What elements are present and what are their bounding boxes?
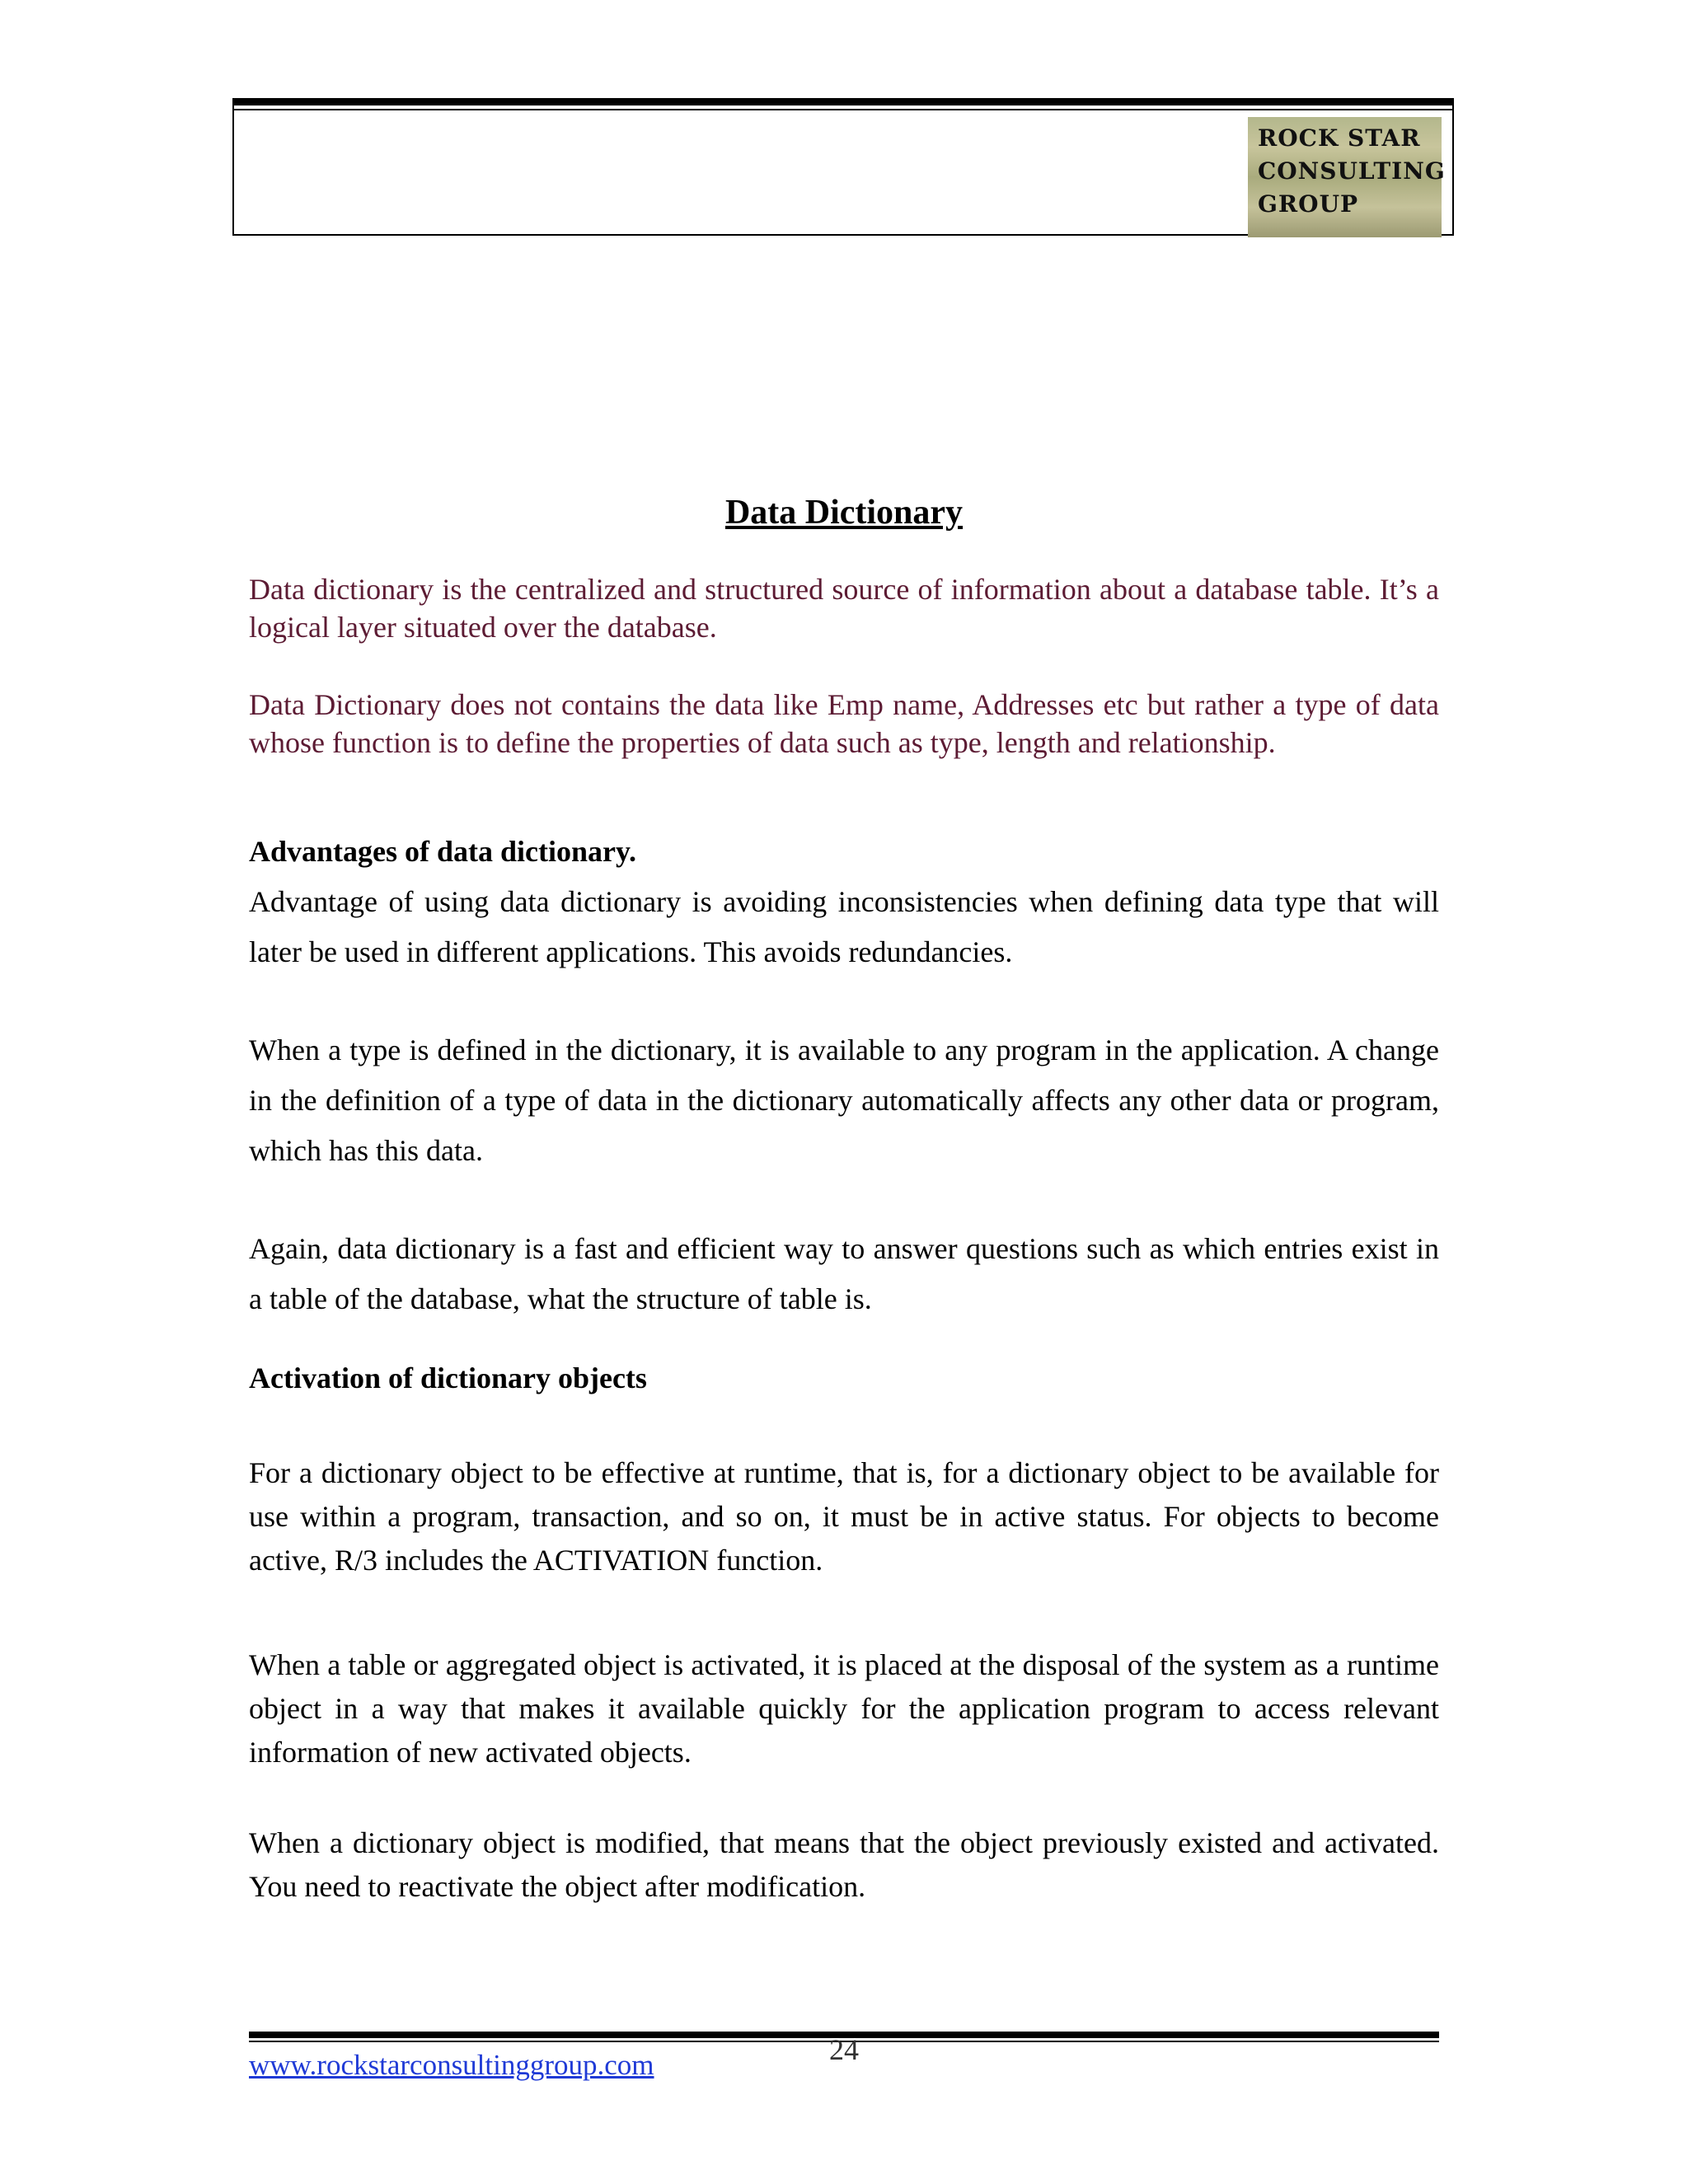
logo-line-2: CONSULTING [1258,157,1446,185]
activation-heading: Activation of dictionary objects [249,1361,647,1394]
logo-line-1: ROCK STAR [1258,124,1421,152]
activation-paragraph-1: For a dictionary object to be effective at runtime, that is, for a dictionary object to be available for use within a program, transaction, and so on, it must be in active status. For objects to become active, R/3 includes the ACTIVATION function. [249,1456,1439,1577]
advantages-paragraph-2: When a type is defined in the dictionary, it is available to any program in the application. A change in the definition of a type of data in the dictionary automatically affects any other data or program, which has this data. [249,1033,1439,1167]
intro-paragraph-2: Data Dictionary does not contains the data like Emp name, Addresses etc but rather a type of data whose function is to define the properties of data such as type, length and relationship. [249,688,1439,759]
advantages-paragraph-3: Again, data dictionary is a fast and efficient way to answer questions such as which entries exist in a table of the database, what the structure of table is. [249,1232,1439,1315]
page-title: Data Dictionary [724,494,964,532]
intro-paragraph-1: Data dictionary is the centralized and structured source of information about a database table. It’s a logical layer situated over the database. [249,573,1439,644]
activation-paragraph-3: When a dictionary object is modified, that means that the object previously existed and activated. You need to reactivate the object after modification. [249,1826,1439,1903]
website-link[interactable]: www.rockstarconsultinggroup.com [249,2049,654,2081]
logo-line-3: GROUP [1258,190,1359,218]
advantages-heading: Advantages of data dictionary. [249,835,637,868]
company-logo [1248,117,1446,237]
page-number: 24 [829,2033,859,2066]
advantages-paragraph-1: Advantage of using data dictionary is avoiding inconsistencies when defining data type that will later be used in different applications. This avoids redundancies. [249,885,1439,968]
page-header [232,98,1454,236]
activation-paragraph-2: When a table or aggregated object is activated, it is placed at the disposal of the system as a runtime object in a way that makes it available quickly for the application program to access relevant information of new activated objects. [249,1648,1439,1769]
